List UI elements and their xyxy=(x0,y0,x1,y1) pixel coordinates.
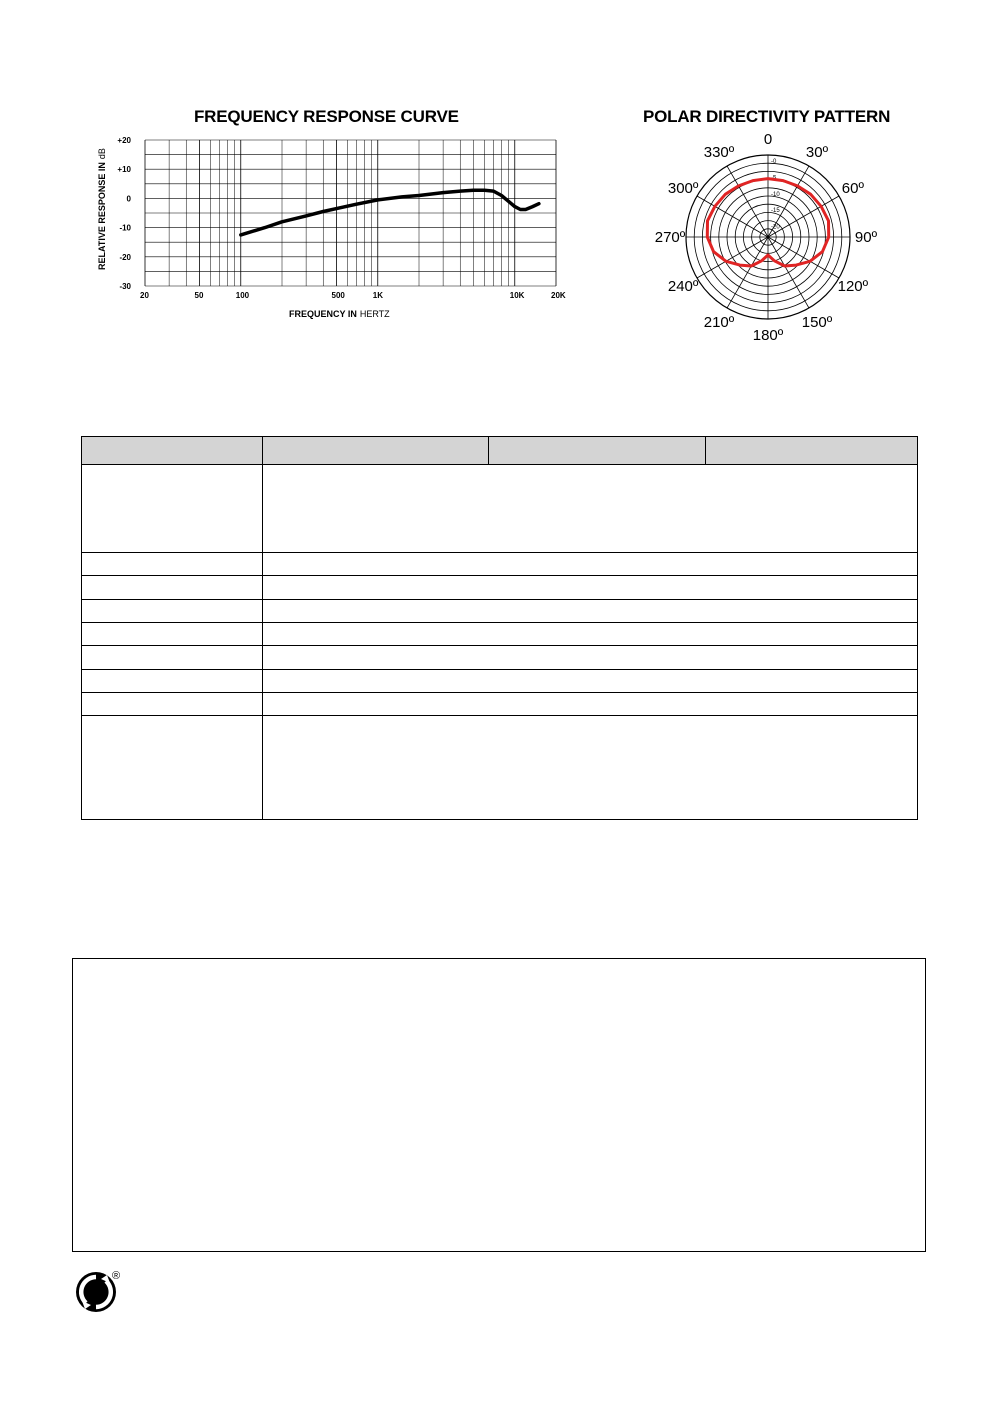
y-tick-label: +10 xyxy=(117,165,131,175)
polar-angle-label: 270º xyxy=(654,229,686,246)
polar-chart-title: POLAR DIRECTIVITY PATTERN xyxy=(643,107,891,126)
table-header-cell xyxy=(263,437,489,465)
table-row xyxy=(82,552,918,575)
table-row xyxy=(82,692,918,715)
y-tick-label: -10 xyxy=(119,223,131,233)
x-tick-label: 50 xyxy=(194,291,204,300)
polar-radial-label: -0 xyxy=(771,159,777,165)
table-row xyxy=(82,599,918,622)
table-cell xyxy=(82,552,263,575)
frequency-series xyxy=(241,190,539,235)
table-cell xyxy=(82,646,263,669)
y-tick-label: +20 xyxy=(117,136,131,145)
polar-radial-label: -5 xyxy=(771,175,777,182)
polar-angle-label: 210º xyxy=(703,313,735,331)
polar-directivity-chart xyxy=(630,128,910,350)
x-tick-label: 20K xyxy=(551,291,566,300)
polar-angle-label: 120º xyxy=(837,278,869,295)
table-cell xyxy=(263,669,918,692)
frequency-curve xyxy=(241,190,539,235)
polar-spoke xyxy=(768,237,809,308)
polar-angle-label: 330º xyxy=(703,144,735,162)
spec-table xyxy=(81,436,918,820)
table-cell xyxy=(263,692,918,715)
frequency-chart-title: FREQUENCY RESPONSE CURVE xyxy=(194,107,459,126)
polar-angle-label: 300º xyxy=(667,180,699,197)
polar-angle-label: 30º xyxy=(805,144,829,162)
y-tick-label: -20 xyxy=(119,252,131,262)
table-cell xyxy=(263,646,918,669)
x-tick-label: 10K xyxy=(509,291,525,300)
polar-spoke xyxy=(727,166,768,237)
x-tick-label: 500 xyxy=(331,291,345,300)
info-box xyxy=(72,958,926,1252)
x-tick-label: 100 xyxy=(235,291,250,300)
registered-mark: ® xyxy=(112,1270,121,1282)
table-cell xyxy=(82,716,263,820)
table-row xyxy=(82,646,918,669)
table-cell xyxy=(263,599,918,622)
table-cell xyxy=(82,669,263,692)
y-tick-label: -30 xyxy=(119,282,131,291)
table-header-row xyxy=(82,437,918,465)
frequency-response-chart xyxy=(90,130,590,330)
table-row xyxy=(82,669,918,692)
table-cell xyxy=(263,465,918,552)
polar-radial-label: -10 xyxy=(771,191,780,198)
polar-angle-label: 150º xyxy=(801,313,833,331)
frequency-x-axis-label: FREQUENCY IN HERTZ xyxy=(289,309,390,319)
polar-radial-label: -15 xyxy=(771,208,780,215)
x-tick-label: 1K xyxy=(372,291,383,300)
polar-angle-label: 60º xyxy=(841,180,864,197)
table-row xyxy=(82,465,918,552)
table-cell xyxy=(263,622,918,645)
table-header-cell xyxy=(706,437,918,465)
frequency-grid xyxy=(145,140,556,286)
polar-radial-label: -20 xyxy=(771,224,780,231)
table-row xyxy=(82,622,918,645)
table-cell xyxy=(263,576,918,599)
table-cell xyxy=(82,622,263,645)
y-tick-label: 0 xyxy=(126,194,131,204)
table-cell xyxy=(263,552,918,575)
table-header-cell xyxy=(489,437,706,465)
polar-angle-label: 180º xyxy=(752,327,784,344)
polar-spoke xyxy=(727,237,768,308)
table-row xyxy=(82,576,918,599)
table-row xyxy=(82,716,918,820)
table-cell xyxy=(82,599,263,622)
polar-angle-label: 0 xyxy=(763,131,773,148)
table-cell xyxy=(82,576,263,599)
table-cell xyxy=(263,716,918,820)
polar-spoke xyxy=(768,237,839,278)
polar-angle-label: 240º xyxy=(667,278,699,295)
polar-spoke xyxy=(697,237,768,278)
table-cell xyxy=(82,692,263,715)
table-header-cell xyxy=(82,437,263,465)
frequency-y-axis-label: RELATIVE RESPONSE INdB xyxy=(97,148,107,270)
x-tick-label: 20 xyxy=(140,291,149,300)
table-cell xyxy=(82,465,263,552)
polar-angle-label: 90º xyxy=(854,229,878,246)
green-dot-recycle-icon xyxy=(74,1268,134,1314)
